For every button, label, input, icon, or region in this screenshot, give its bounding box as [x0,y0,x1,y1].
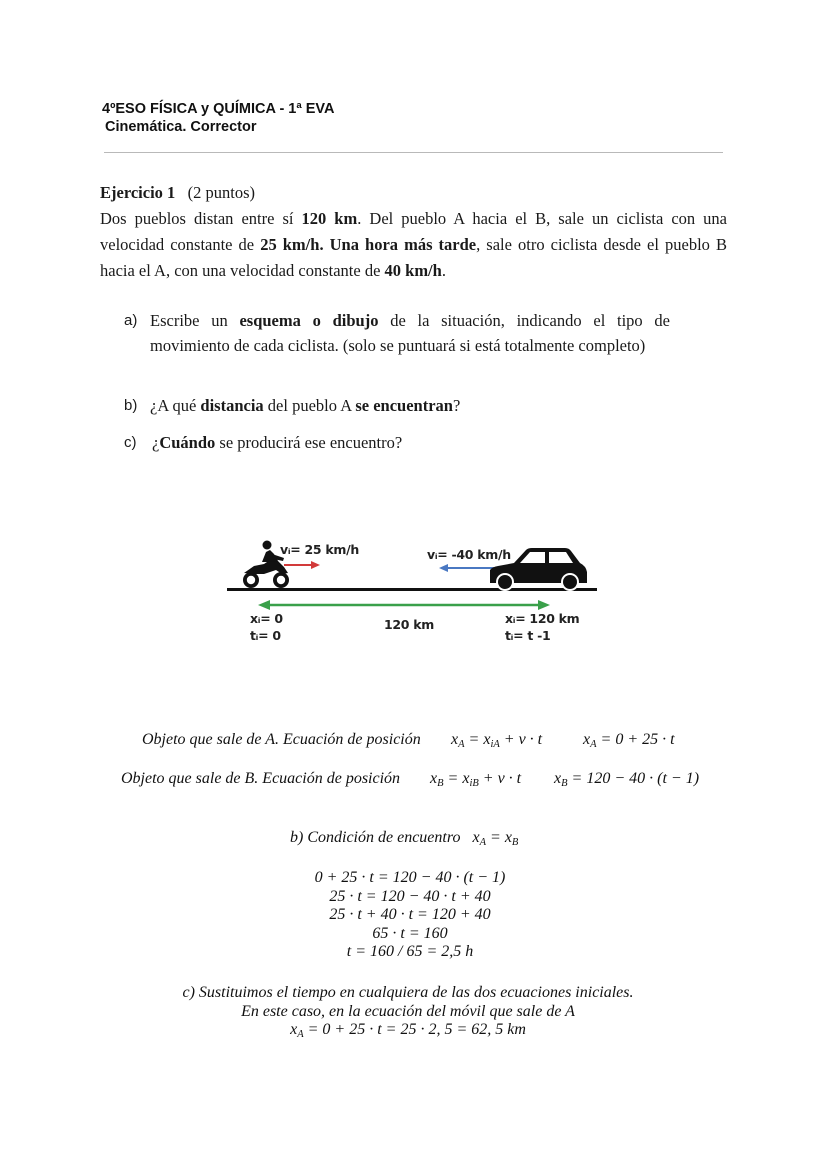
document-header [102,100,335,136]
statement-text: , sale otro ciclista desde el pueblo B hacia el A, con una velocidad constante de [100,235,727,280]
statement-bold: 25 km/h. Una hora más tarde [260,235,477,254]
header-divider [104,152,723,153]
question-text [150,394,670,419]
question-text-part: ? [452,396,461,415]
solution-step: 25 · t = 120 − 40 · t + 40 [329,887,491,905]
question-text-bold: se encuentran [355,396,453,415]
time-a-label: tᵢ= 0 [250,628,281,643]
part-c-line1: c) Sustituimos el tiempo en cualquiera de las dos ecuaciones iniciales. [182,984,634,1001]
question-text [150,309,670,358]
time-b-label: tᵢ= t -1 [505,628,551,643]
statement-text: Dos pueblos distan entre sí [100,209,302,228]
math-subscript: A [479,837,487,848]
math-subscript: iB [469,778,479,789]
math-expression: = 0 + 25 · t = 25 · 2, 5 = 62, 5 km [303,1021,526,1038]
math-symbol: = x [464,731,491,748]
solution-steps [0,869,824,962]
situation-diagram [220,530,610,660]
solution-step: t = 160 / 65 = 2,5 h [346,943,474,960]
statement-text: . [441,261,446,280]
velocity-a-arrow [284,561,320,569]
question-label: b) [124,397,138,414]
solution-step: 0 + 25 · t = 120 − 40 · (t − 1) [314,869,506,886]
math-subscript: A [458,739,465,750]
question-text-part: de la situación, indicando el tipo de movimiento de cada ciclista. (solo se puntuará si está totalmente completo) [150,311,670,355]
part-c-line2: En este caso, en la ecuación del móvil que sale de A [241,1002,575,1020]
position-b-label: xᵢ= 120 km [505,611,580,626]
exercise-points: (2 puntos) [187,183,256,202]
equation-b-label: Objeto que sale de B. Ecuación de posición [121,770,401,787]
math-expression: = 0 + 25 · t [596,731,675,748]
math-symbol: x [430,770,438,787]
math-subscript: A [297,1029,304,1040]
question-text-bold: esquema o dibujo [239,311,379,330]
math-expression: = 120 − 40 · (t − 1) [567,770,700,787]
math-subscript: iA [490,739,500,750]
equation-b-general [430,770,521,789]
question-c [124,431,684,456]
question-text-part: ¿ [152,433,160,452]
equation-a-general [451,731,542,750]
question-text-part: se producirá ese encuentro? [215,433,403,452]
document-title: 4ºESO FÍSICA y QUÍMICA - 1ª EVA [102,101,335,117]
exercise-label: Ejercicio 1 [100,183,176,202]
math-subscript: B [437,778,444,789]
math-symbol: x [472,829,480,846]
document-subtitle: Cinemática. Corrector [105,119,257,135]
road-line [227,588,597,591]
velocity-a-label: vᵢ= 25 km/h [280,542,359,557]
math-symbol: = x [486,829,512,846]
statement-text: . Del pueblo A hacia el B, sale un ciclista con una velocidad constante de [100,209,728,254]
math-subscript: B [561,778,568,789]
part-b-condition [290,829,518,848]
part-c-result [0,1021,822,1045]
solution-step: 25 · t + 40 · t = 120 + 40 [329,906,491,923]
question-text-bold: distancia [200,396,264,415]
statement-bold: 120 km [301,209,358,228]
question-text-bold: Cuándo [159,433,216,452]
question-text-part: ¿A qué [150,396,201,415]
equation-b-row [121,770,400,788]
question-a [124,309,684,384]
part-c-block [0,984,822,1045]
math-subscript: A [590,739,597,750]
math-symbol: x [451,731,459,748]
math-expression: + v · t [499,731,543,748]
equation-a-specific [583,731,675,750]
distance-arrow [258,600,550,610]
position-a-label: xᵢ= 0 [250,611,283,626]
distance-label: 120 km [384,617,434,632]
statement-bold: 40 km/h [384,261,442,280]
math-symbol: x [290,1021,298,1038]
equation-b-specific [554,770,699,789]
math-symbol: x [583,731,591,748]
math-expression: + v · t [478,770,522,787]
velocity-b-arrow [439,564,494,572]
velocity-b-label: vᵢ= -40 km/h [427,547,511,562]
solution-step: 65 · t = 160 [372,924,448,942]
question-b [124,394,684,419]
part-b-label: b) Condición de encuentro [290,829,461,846]
math-subscript: B [511,837,519,848]
question-text [152,431,672,456]
question-label: a) [124,312,138,329]
math-symbol: x [554,770,562,787]
equation-a-row [142,731,421,749]
question-label: c) [124,434,137,451]
exercise-statement [100,206,727,284]
math-symbol: = x [443,770,470,787]
equation-a-label: Objeto que sale de A. Ecuación de posición [142,731,421,748]
question-text-part: Escribe un [150,311,240,330]
exercise-heading [100,182,255,204]
question-text-part: del pueblo A [263,396,356,415]
